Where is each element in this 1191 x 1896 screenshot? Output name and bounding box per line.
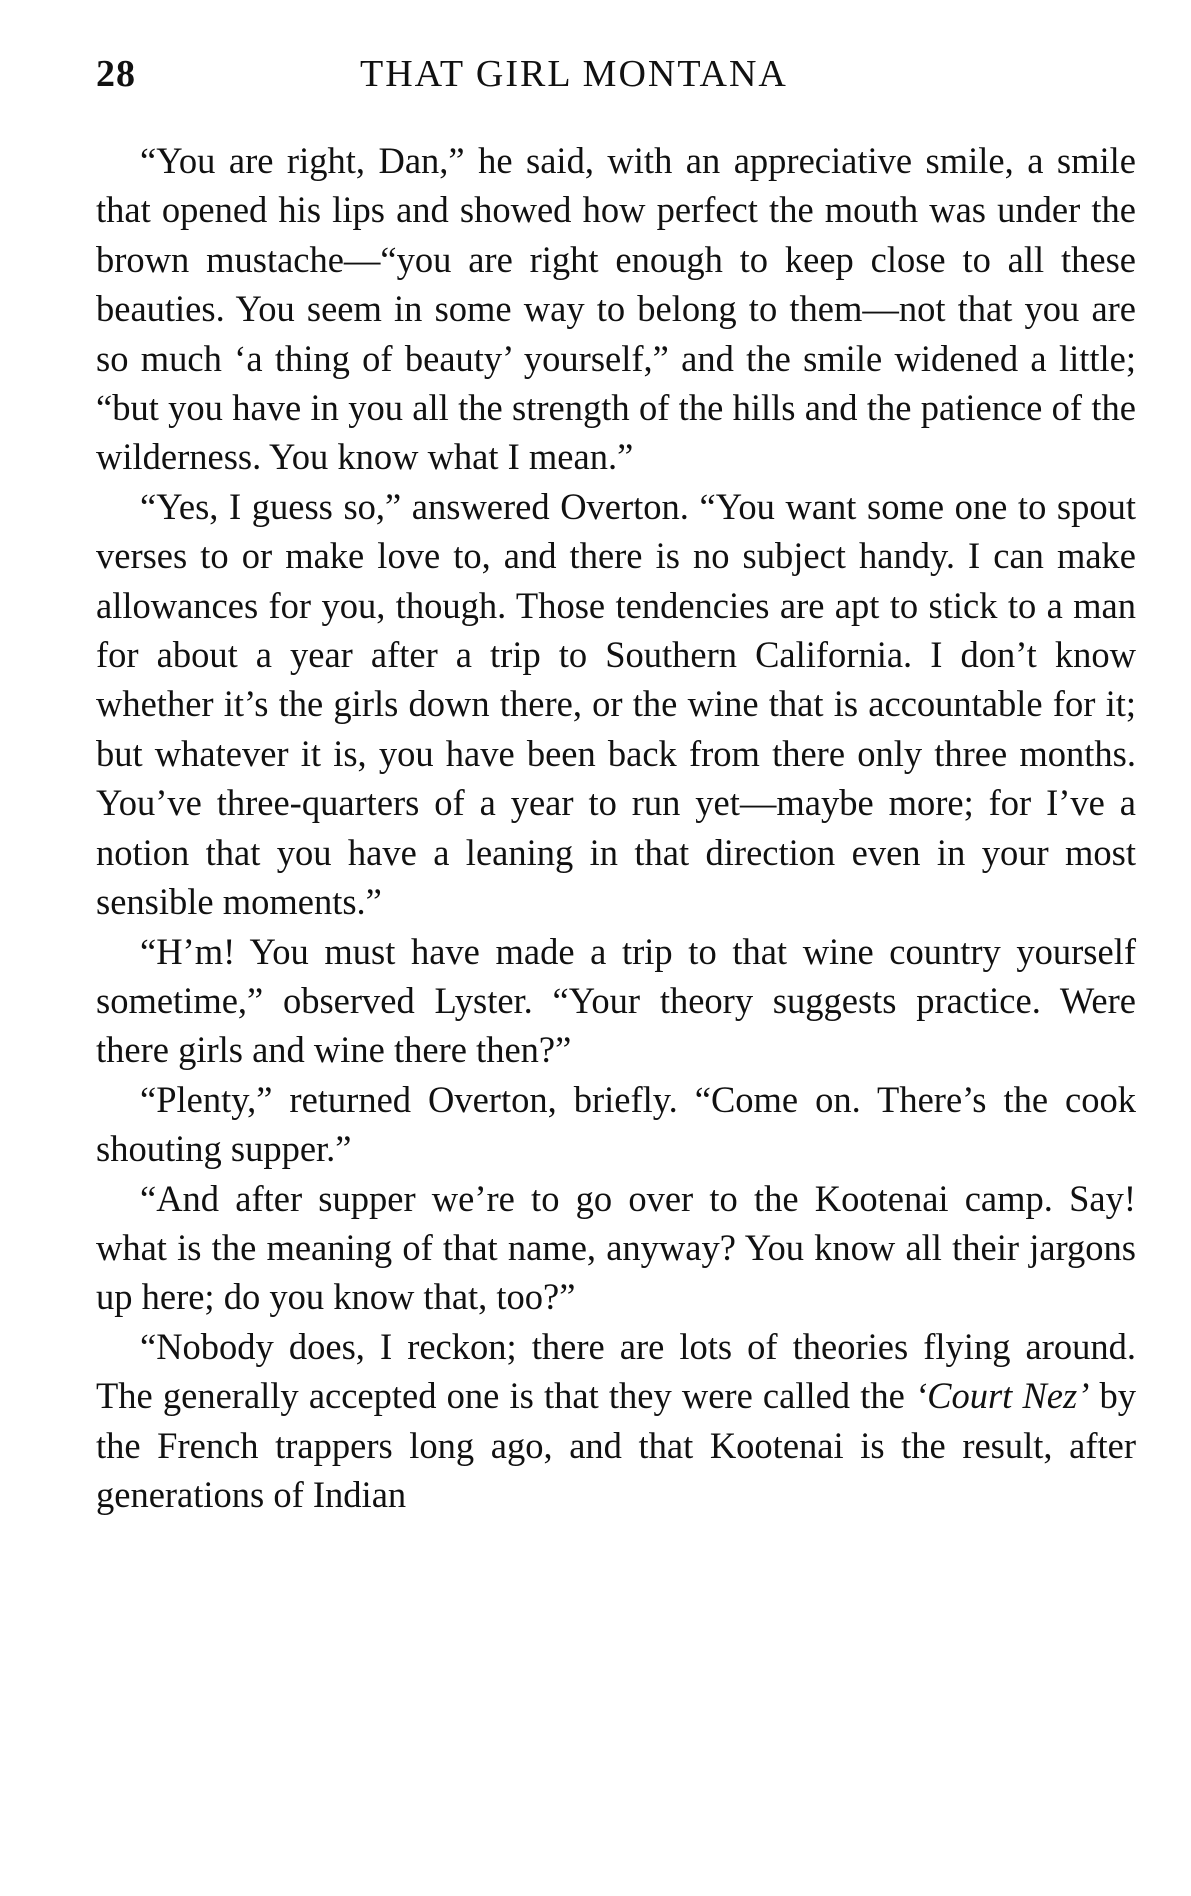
body-text — [96, 136, 1136, 1519]
paragraph: “Plenty,” returned Overton, briefly. “Come on. There’s the cook shouting supper.” — [96, 1078, 1136, 1170]
paragraph: “And after supper we’re to go over to the Kootenai camp. Say! what is the meaning of that name, anyway? You know all their jargons up here; do you know that, too?” — [96, 1177, 1136, 1318]
paragraph — [96, 1322, 1136, 1520]
page-number: 28 — [96, 53, 136, 95]
paragraph: “H’m! You must have made a trip to that wine country yourself sometime,” observed Lyster. “Your theory suggests practice. Were there girls and wine there then?” — [96, 930, 1136, 1071]
paragraph-text: by the French trappers long ago, and that Kootenai is the result, after generations of Indian — [96, 1375, 1137, 1515]
paragraph: “Yes, I guess so,” answered Overton. “You want some one to spout verses to or make love to, and there is no subject handy. I can make allowances for you, though. Those tendencies are apt to stick to a man for about a year after a trip to Southern California. I don’t know whether it’s the girls down there, or the wine that is accountable for it; but whatever it is, you have been back from there only three months. You’ve three-quarters of a year to run yet—maybe more; for I’ve a notion that you have a leaning in that direction even in your most sensible moments.” — [96, 485, 1136, 923]
paragraph: “You are right, Dan,” he said, with an appreciative smile, a smile that opened his lips and showed how perfect the mouth was under the brown mustache—“you are right enough to keep close to all these beauties. You seem in some way to belong to them—not that you are so much ‘a thing of beauty’ yourself,” and the smile widened a little; “but you have in you all the strength of the hills and the patience of the wilderness. You know what I mean.” — [96, 140, 1136, 478]
page-header — [96, 52, 1136, 108]
italic-phrase: ‘Court Nez’ — [914, 1375, 1090, 1417]
running-title: THAT GIRL MONTANA — [360, 53, 788, 95]
paragraph-text: “Nobody does, I reckon; there are lots of theories flying around. The generally accepted one is that they were called the — [96, 1325, 1136, 1417]
